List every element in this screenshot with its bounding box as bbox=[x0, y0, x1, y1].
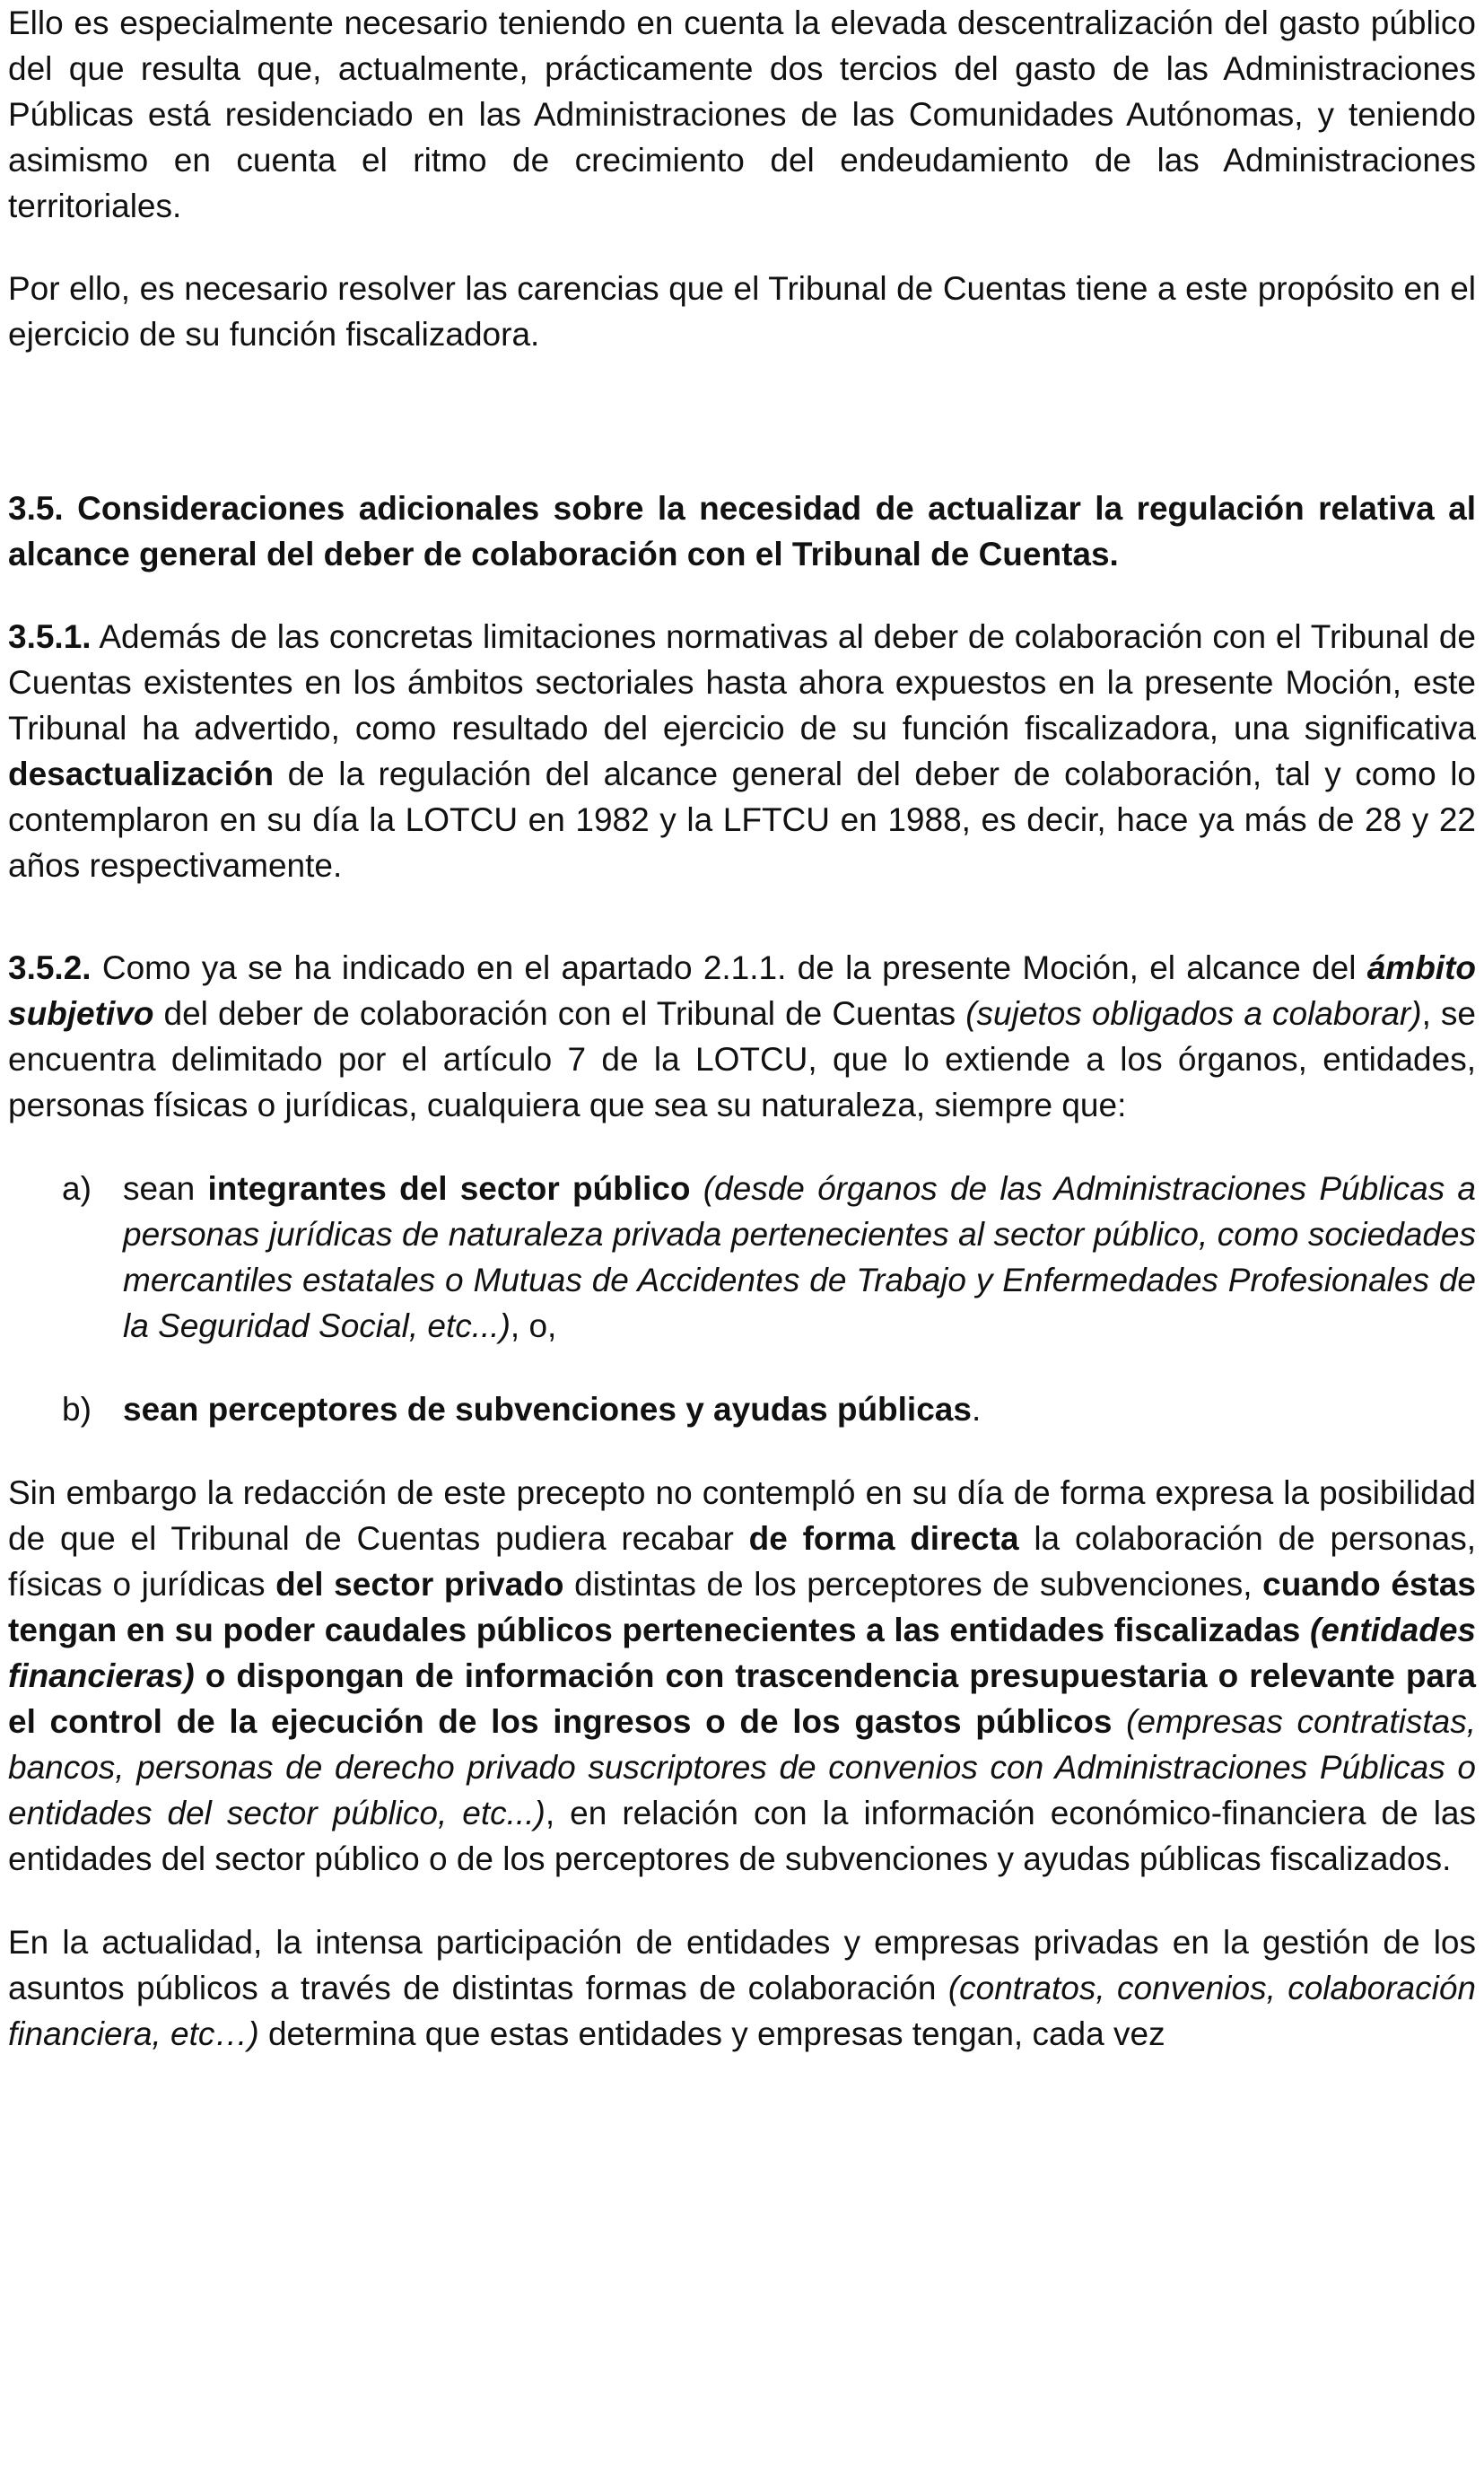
text-span: , o, bbox=[510, 1307, 557, 1344]
italic-span: (contratos, convenios, colaboración financiera, etc…) bbox=[8, 1970, 1477, 2052]
paragraph-3-5-2 bbox=[8, 945, 1476, 1128]
italic-span: (desde órganos de las Administraciones Públicas a personas jurídicas de naturaleza privada pertenecientes al sector público, como sociedades mercantiles estatales o Mutuas de Accidentes de Trabajo y Enfermedades Profesionales de la Seguridad Social, etc...) bbox=[123, 1170, 1476, 1344]
text-span: distintas de los perceptores de subvenciones, bbox=[563, 1566, 1263, 1603]
italic-span: (sujetos obligados a colaborar) bbox=[965, 995, 1422, 1032]
bold-span: cuando éstas tengan en su poder caudales públicos pertenecientes a las entidades fiscalizadas bbox=[8, 1566, 1476, 1648]
paragraph-carencias: Por ello, es necesario resolver las carencias que el Tribunal de Cuentas tiene a este propósito en el ejercicio de su función fiscalizadora. bbox=[8, 270, 1476, 353]
paragraph-actualidad bbox=[8, 1919, 1476, 2057]
paragraph-sin-embargo bbox=[8, 1470, 1476, 1882]
bold-italic-span: (entidades financieras) bbox=[8, 1612, 1476, 1694]
italic-span: (empresas contratistas, bancos, personas de derecho privado suscriptores de convenios con Administraciones Públicas o entidades del sector público, etc...) bbox=[8, 1703, 1476, 1831]
text-span: del deber de colaboración con el Tribunal de Cuentas bbox=[153, 995, 966, 1032]
bold-span: o dispongan de información con trascendencia presupuestaria o relevante para el control de la ejecución de los ingresos o de los gastos públicos bbox=[8, 1657, 1476, 1740]
text-span: de la regulación del alcance general del deber de colaboración, tal y como lo contemplaron en su día la LOTCU en 1982 y la LFTCU en 1988, es decir, hace ya más de 28 y 22 años respectivamente. bbox=[8, 756, 1476, 884]
text-span bbox=[691, 1170, 703, 1207]
list-marker: a) bbox=[62, 1170, 92, 1207]
document-page bbox=[8, 0, 1476, 2057]
text-span: . bbox=[971, 1391, 982, 1428]
bold-span: desactualización bbox=[8, 756, 275, 792]
text-span: Sin embargo la redacción de este precepto no contempló en su día de forma expresa la posibilidad de que el Tribunal de Cuentas pudiera recabar bbox=[8, 1474, 1476, 1557]
paragraph-3-5-1 bbox=[8, 614, 1476, 888]
text-span: , se encuentra delimitado por el artículo 7 de la LOTCU, que lo extiende a los órganos, entidades, personas físicas o jurídicas, cualquiera que sea su naturaleza, siempre que: bbox=[8, 995, 1476, 1123]
text-span: determina que estas entidades y empresas tengan, cada vez bbox=[258, 2015, 1165, 2052]
bold-span: sean perceptores de subvenciones y ayudas públicas bbox=[123, 1391, 972, 1428]
list-item-a bbox=[8, 1166, 1476, 1349]
conditions-list bbox=[8, 1166, 1476, 1432]
section-number-3-5-2: 3.5.2. bbox=[8, 949, 92, 986]
text-span: Como ya se ha indicado en el apartado 2.1.1. de la presente Moción, el alcance del bbox=[91, 949, 1367, 986]
text-span: sean bbox=[123, 1170, 208, 1207]
list-marker: b) bbox=[62, 1391, 92, 1428]
bold-span: integrantes del sector público bbox=[207, 1170, 691, 1207]
bold-italic-span: ámbito subjetivo bbox=[8, 949, 1476, 1032]
section-number-3-5-1: 3.5.1. bbox=[8, 618, 92, 655]
text-span: Además de las concretas limitaciones normativas al deber de colaboración con el Tribunal de Cuentas existentes en los ámbitos sectoriales hasta ahora expuestos en la presente Moción, este Tribunal ha advertido, como resultado del ejercicio de su función fiscalizadora, una significativa bbox=[8, 618, 1476, 747]
paragraph-descentralizacion: Ello es especialmente necesario teniendo en cuenta la elevada descentralización del gasto público del que resulta que, actualmente, prácticamente dos tercios del gasto de las Administraciones Públicas está residenciado en las Administraciones de las Comunidades Autónomas, y teniendo asimismo en cuenta el ritmo de crecimiento del endeudamiento de las Administraciones territoriales. bbox=[8, 4, 1476, 224]
text-span: , en relación con la información económico-financiera de las entidades del sector público o de los perceptores de subvenciones y ayudas públicas fiscalizados. bbox=[8, 1795, 1476, 1877]
bold-span: de forma directa bbox=[748, 1520, 1019, 1557]
section-heading-3-5: 3.5. Consideraciones adicionales sobre la necesidad de actualizar la regulación relativa al alcance general del deber de colaboración con el Tribunal de Cuentas. bbox=[8, 490, 1476, 572]
list-item-b bbox=[8, 1386, 1476, 1432]
text-span bbox=[1112, 1703, 1126, 1740]
bold-span: del sector privado bbox=[275, 1566, 564, 1603]
text-span: En la actualidad, la intensa participación de entidades y empresas privadas en la gestión de los asuntos públicos a través de distintas formas de colaboración bbox=[8, 1924, 1476, 2006]
text-span: la colaboración de personas, físicas o jurídicas bbox=[8, 1520, 1476, 1603]
